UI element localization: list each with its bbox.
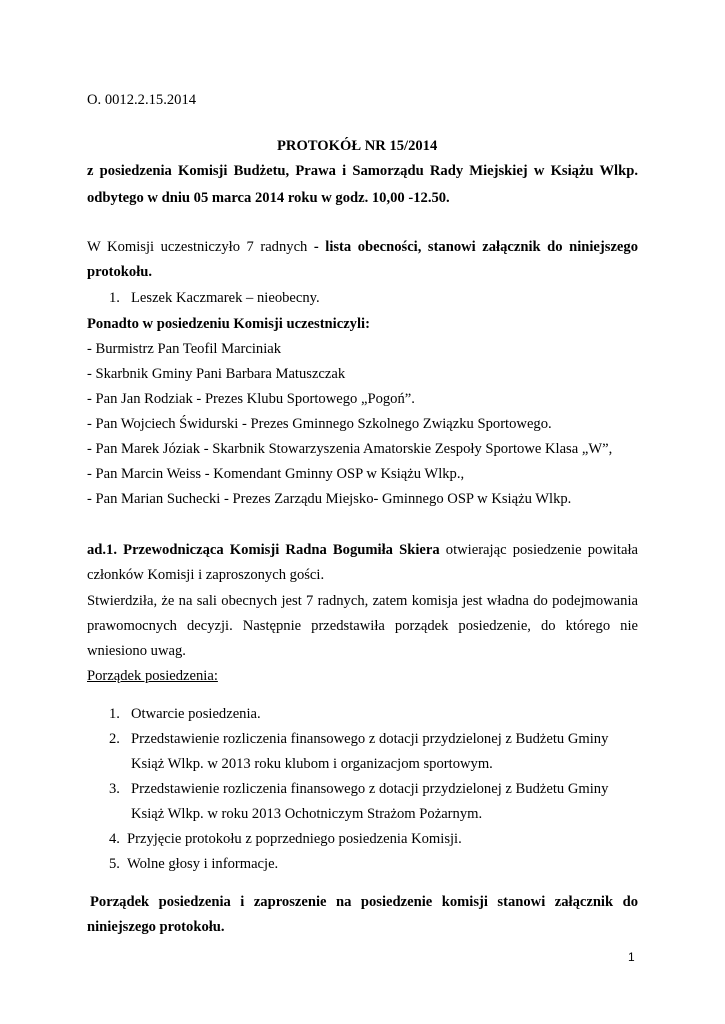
- agenda-item: [109, 855, 279, 873]
- agenda-item: [109, 705, 261, 723]
- agenda-item-text: Przedstawienie rozliczenia finansowego z dotacji przydzielonej z Budżetu Gminy: [131, 731, 609, 747]
- agenda-item-text: Wolne głosy i informacje.: [127, 856, 279, 872]
- attendance-plain: W Komisji uczestniczyło 7 radnych: [87, 239, 308, 255]
- ad1-rest: otwierając posiedzenie powitała: [439, 542, 638, 558]
- ad1-line-2: członków Komisji i zaproszonych gości.: [87, 567, 325, 583]
- agenda-item-text: Przyjęcie protokołu z poprzedniego posiedzenia Komisji.: [127, 831, 462, 847]
- agenda-item-continuation: Książ Wlkp. w roku 2013 Ochotniczym Strażom Pożarnym.: [131, 806, 483, 822]
- ad1-line-3: Stwierdziła, że na sali obecnych jest 7 radnych, zatem komisja jest władna do podejmowania: [87, 593, 638, 609]
- absent-item-text: Leszek Kaczmarek – nieobecny.: [131, 290, 320, 306]
- agenda-item-number: 5.: [109, 856, 120, 872]
- attendance-continuation: protokołu.: [87, 264, 153, 280]
- closing-line-2: niniejszego protokołu.: [87, 919, 225, 935]
- guest-item: - Burmistrz Pan Teofil Marciniak: [87, 341, 282, 357]
- agenda-heading: Porządek posiedzenia:: [87, 668, 218, 684]
- absent-item-number: 1.: [109, 290, 120, 306]
- reference-number: O. 0012.2.15.2014: [87, 92, 197, 108]
- agenda-item-number: 1.: [109, 706, 120, 722]
- agenda-item-text: Przedstawienie rozliczenia finansowego z dotacji przydzielonej z Budżetu Gminy: [131, 781, 609, 797]
- agenda-item-number: 2.: [109, 731, 120, 747]
- document-title: PROTOKÓŁ NR 15/2014: [277, 138, 438, 154]
- guest-item: - Pan Marian Suchecki - Prezes Zarządu Miejsko- Gminnego OSP w Książu Wlkp.: [87, 491, 572, 507]
- guest-item: - Pan Wojciech Świdurski - Prezes Gminnego Szkolnego Związku Sportowego.: [87, 416, 552, 432]
- subtitle-line-2: odbytego w dniu 05 marca 2014 roku w godz. 10,00 -12.50.: [87, 190, 450, 206]
- guests-heading: Ponadto w posiedzeniu Komisji uczestniczyli:: [87, 316, 370, 332]
- agenda-item: [109, 730, 609, 748]
- attendance-bold: - lista obecności, stanowi załącznik do niniejszego: [307, 239, 638, 255]
- agenda-item: [109, 830, 462, 848]
- guest-item: - Skarbnik Gminy Pani Barbara Matuszczak: [87, 366, 346, 382]
- page-number: 1: [628, 950, 635, 964]
- guest-item: - Pan Marcin Weiss - Komendant Gminny OSP w Książu Wlkp.,: [87, 466, 465, 482]
- agenda-item-continuation: Książ Wlkp. w 2013 roku klubom i organizacjom sportowym.: [131, 756, 493, 772]
- ad1-line-1: [87, 541, 638, 559]
- subtitle-line-1: z posiedzenia Komisji Budżetu, Prawa i Samorządu Rady Miejskiej w Książu Wlkp.: [87, 163, 638, 179]
- closing-line-1: Porządek posiedzenia i zaproszenie na posiedzenie komisji stanowi załącznik do: [90, 894, 638, 910]
- ad1-bold: ad.1. Przewodnicząca Komisji Radna Bogumiła Skiera: [87, 542, 440, 558]
- agenda-item: [109, 780, 609, 798]
- attendance-line: [87, 238, 638, 256]
- guest-item: - Pan Marek Józiak - Skarbnik Stowarzyszenia Amatorskie Zespoły Sportowe Klasa „W”,: [87, 441, 613, 457]
- agenda-item-text: Otwarcie posiedzenia.: [131, 706, 261, 722]
- guest-item: - Pan Jan Rodziak - Prezes Klubu Sportowego „Pogoń”.: [87, 391, 415, 407]
- absent-list-item: [109, 289, 320, 307]
- ad1-line-4: prawomocnych decyzji. Następnie przedstawiła porządek posiedzenie, do którego nie: [87, 618, 638, 634]
- agenda-item-number: 4.: [109, 831, 120, 847]
- ad1-line-5: wniesiono uwag.: [87, 643, 186, 659]
- agenda-item-number: 3.: [109, 781, 120, 797]
